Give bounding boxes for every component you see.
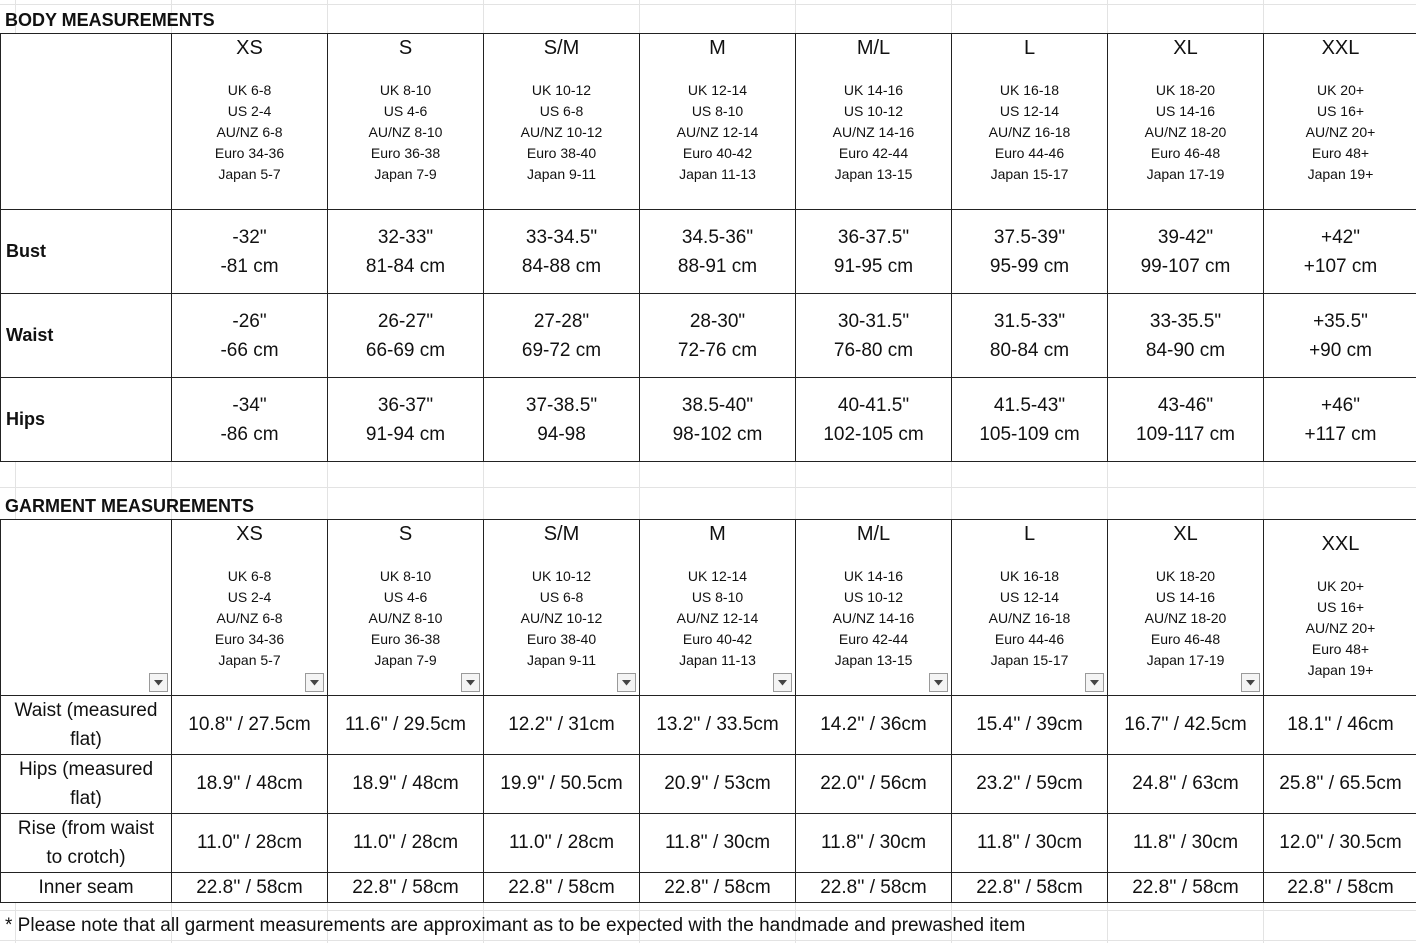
size-conversion: UK 6-8 (227, 568, 272, 584)
size-label: S/M (543, 523, 580, 545)
inches-value: 27-28" (533, 310, 590, 332)
size-label: M/L (856, 37, 891, 59)
measurement-cell: 20.9'' / 53cm (640, 755, 796, 814)
size-conversion: Euro 34-36 (214, 145, 285, 161)
cm-value: 84-90 cm (1145, 339, 1226, 361)
measurement-cell (172, 378, 328, 462)
row-label (1, 696, 172, 755)
size-conversion: US 4-6 (383, 589, 428, 605)
filter-dropdown-icon[interactable] (461, 673, 480, 692)
measurement-cell (172, 294, 328, 378)
cm-value: 84-88 cm (521, 255, 602, 277)
row-gridline (0, 4, 1416, 5)
measurement-cell (1108, 378, 1264, 462)
size-column-header (328, 520, 484, 696)
size-conversion: Euro 40-42 (682, 145, 753, 161)
cm-value: -81 cm (220, 255, 279, 277)
measurement-cell: 14.2'' / 36cm (796, 696, 952, 755)
size-conversion: AU/NZ 12-14 (676, 124, 759, 140)
size-conversion: AU/NZ 10-12 (520, 124, 603, 140)
cm-value: 105-109 cm (979, 423, 1080, 445)
cm-value: 109-117 cm (1136, 423, 1235, 445)
measurement-cell (952, 294, 1108, 378)
row-label-line: flat) (70, 788, 102, 809)
filter-dropdown-icon[interactable] (1085, 673, 1104, 692)
size-conversion: Japan 19+ (1307, 662, 1374, 678)
inches-value: 39-42" (1157, 226, 1214, 248)
row-label (1, 755, 172, 814)
cm-value: 98-102 cm (672, 423, 763, 445)
size-conversion: US 4-6 (383, 103, 428, 119)
size-conversion: AU/NZ 20+ (1305, 620, 1376, 636)
measurement-cell: 25.8'' / 65.5cm (1264, 755, 1416, 814)
cm-value: 91-94 cm (365, 423, 446, 445)
size-conversion: Japan 17-19 (1146, 652, 1225, 668)
size-conversion: Euro 34-36 (214, 631, 285, 647)
row-label-line: Hips (measured (18, 759, 154, 780)
measurement-cell (172, 210, 328, 294)
measurement-cell (484, 210, 640, 294)
measurement-cell: 11.8'' / 30cm (640, 814, 796, 873)
size-column-header (328, 34, 484, 210)
row-label-line: Waist (measured (14, 700, 158, 721)
cm-value: 76-80 cm (833, 339, 914, 361)
measurement-cell: 12.0'' / 30.5cm (1264, 814, 1416, 873)
size-label: M/L (856, 523, 891, 545)
size-conversion: AU/NZ 16-18 (988, 610, 1071, 626)
size-conversion: UK 10-12 (531, 82, 592, 98)
size-conversion: Japan 13-15 (834, 652, 913, 668)
measurement-row (1, 378, 1416, 462)
size-column-header (484, 34, 640, 210)
measurement-cell (328, 294, 484, 378)
row-label-line: flat) (70, 729, 102, 750)
size-conversion: UK 18-20 (1155, 568, 1216, 584)
measurement-cell: 19.9'' / 50.5cm (484, 755, 640, 814)
size-conversion: US 8-10 (691, 103, 744, 119)
size-column-header (640, 34, 796, 210)
inches-value: +42" (1321, 226, 1360, 248)
corner-cell (1, 520, 172, 696)
size-conversion: Japan 19+ (1307, 166, 1374, 182)
size-column-header (796, 520, 952, 696)
inches-value: 41.5-43" (993, 394, 1066, 416)
size-conversion: AU/NZ 6-8 (216, 124, 283, 140)
size-column-header (1264, 520, 1416, 696)
row-label-line: to crotch) (46, 847, 126, 868)
size-conversion: AU/NZ 14-16 (832, 610, 915, 626)
measurement-cell: 15.4'' / 39cm (952, 696, 1108, 755)
measurement-cell (1108, 210, 1264, 294)
measurement-cell: 18.9'' / 48cm (328, 755, 484, 814)
cm-value: +90 cm (1309, 339, 1372, 361)
row-label: Bust (1, 210, 172, 294)
measurement-cell (796, 294, 952, 378)
inches-value: +46" (1321, 394, 1360, 416)
inches-value: -32" (232, 226, 267, 248)
size-conversion: UK 20+ (1316, 82, 1365, 98)
size-conversion: UK 16-18 (999, 568, 1060, 584)
filter-dropdown-icon[interactable] (617, 673, 636, 692)
row-gridline (0, 487, 1416, 488)
size-conversion: US 16+ (1316, 103, 1365, 119)
measurement-cell (640, 378, 796, 462)
row-label (1, 873, 172, 903)
size-conversion: US 14-16 (1155, 103, 1216, 119)
filter-dropdown-icon[interactable] (305, 673, 324, 692)
size-label: XL (1173, 523, 1198, 545)
measurement-cell (328, 210, 484, 294)
size-conversion: Japan 15-17 (990, 166, 1069, 182)
size-column-header (1108, 520, 1264, 696)
inches-value: 28-30" (689, 310, 746, 332)
size-conversion: UK 18-20 (1155, 82, 1216, 98)
inches-value: 36-37" (377, 394, 434, 416)
inches-value: +35.5" (1313, 310, 1368, 332)
size-conversion: AU/NZ 12-14 (676, 610, 759, 626)
row-label: Waist (1, 294, 172, 378)
size-label: XS (236, 37, 263, 59)
size-conversion: Euro 44-46 (994, 631, 1065, 647)
size-conversion: UK 16-18 (999, 82, 1060, 98)
size-label: XXL (1321, 37, 1360, 59)
size-conversion: UK 14-16 (843, 82, 904, 98)
measurement-cell (1264, 378, 1416, 462)
size-conversion: Euro 46-48 (1150, 145, 1221, 161)
row-gridline (0, 940, 1416, 941)
measurement-row (1, 210, 1416, 294)
inches-value: 40-41.5" (837, 394, 910, 416)
size-column-header (484, 520, 640, 696)
measurement-cell (640, 294, 796, 378)
size-conversion: UK 12-14 (687, 82, 748, 98)
cm-value: 80-84 cm (989, 339, 1070, 361)
size-conversion: Japan 5-7 (218, 652, 281, 668)
measurement-cell: 22.8'' / 58cm (1108, 873, 1264, 903)
measurement-cell (640, 210, 796, 294)
inches-value: 37-38.5" (525, 394, 598, 416)
measurement-cell: 22.8'' / 58cm (328, 873, 484, 903)
measurement-cell (796, 378, 952, 462)
size-conversion: Japan 15-17 (990, 652, 1069, 668)
cm-value: 81-84 cm (365, 255, 446, 277)
measurement-cell: 22.8'' / 58cm (172, 873, 328, 903)
size-conversion: US 12-14 (999, 103, 1060, 119)
measurement-cell (328, 378, 484, 462)
measurement-cell: 11.0'' / 28cm (328, 814, 484, 873)
size-label: M (709, 523, 726, 545)
inches-value: 37.5-39" (993, 226, 1066, 248)
inches-value: 34.5-36" (681, 226, 754, 248)
measurement-cell (484, 294, 640, 378)
measurement-cell: 23.2'' / 59cm (952, 755, 1108, 814)
measurement-cell (1264, 294, 1416, 378)
measurement-cell (1108, 294, 1264, 378)
size-column-header (952, 520, 1108, 696)
size-conversion: Japan 9-11 (526, 652, 596, 668)
size-conversion: UK 6-8 (227, 82, 272, 98)
size-conversion: Euro 48+ (1311, 145, 1370, 161)
measurement-cell (1264, 210, 1416, 294)
measurement-cell: 22.8'' / 58cm (640, 873, 796, 903)
size-conversion: US 8-10 (691, 589, 744, 605)
inches-value: 31.5-33" (993, 310, 1066, 332)
size-conversion: Euro 42-44 (838, 631, 909, 647)
size-conversion: AU/NZ 16-18 (988, 124, 1071, 140)
size-conversion: US 10-12 (843, 589, 904, 605)
measurement-row (1, 873, 1416, 903)
measurement-cell: 18.1'' / 46cm (1264, 696, 1416, 755)
size-conversion: US 14-16 (1155, 589, 1216, 605)
measurement-row (1, 814, 1416, 873)
measurement-row (1, 294, 1416, 378)
size-conversion: Japan 17-19 (1146, 166, 1225, 182)
measurement-cell (796, 210, 952, 294)
size-label: XL (1173, 37, 1198, 59)
inches-value: 30-31.5" (837, 310, 910, 332)
measurement-cell (484, 378, 640, 462)
size-conversion: Japan 9-11 (526, 166, 596, 182)
cm-value: 94-98 (537, 423, 586, 445)
measurement-cell: 13.2'' / 33.5cm (640, 696, 796, 755)
size-conversion: Euro 48+ (1311, 641, 1370, 657)
size-label: XS (236, 523, 263, 545)
filter-dropdown-icon[interactable] (1241, 673, 1260, 692)
size-conversion: US 16+ (1316, 599, 1365, 615)
cm-value: -66 cm (220, 339, 279, 361)
size-conversion: Euro 40-42 (682, 631, 753, 647)
row-label-line: Rise (from waist (17, 818, 155, 839)
size-conversion: AU/NZ 10-12 (520, 610, 603, 626)
size-conversion: Japan 5-7 (218, 166, 281, 182)
size-conversion: UK 8-10 (379, 82, 432, 98)
size-conversion: AU/NZ 14-16 (832, 124, 915, 140)
size-conversion: Euro 36-38 (370, 145, 441, 161)
size-conversion: US 2-4 (227, 103, 272, 119)
inches-value: 32-33" (377, 226, 434, 248)
body-section-title: BODY MEASUREMENTS (5, 10, 215, 30)
size-conversion: Euro 44-46 (994, 145, 1065, 161)
measurement-cell: 10.8'' / 27.5cm (172, 696, 328, 755)
size-header-row (1, 520, 1416, 696)
row-label: Hips (1, 378, 172, 462)
size-conversion: UK 14-16 (843, 568, 904, 584)
footnote: * Please note that all garment measurements are approximant as to be expected with the handmade and prewashed item (5, 915, 1026, 936)
cm-value: +117 cm (1304, 423, 1377, 445)
inches-value: 38.5-40" (681, 394, 754, 416)
inches-value: 33-35.5" (1149, 310, 1222, 332)
measurement-cell: 22.8'' / 58cm (796, 873, 952, 903)
size-label: S (398, 523, 413, 545)
cm-value: 95-99 cm (989, 255, 1070, 277)
size-conversion: AU/NZ 8-10 (368, 124, 443, 140)
size-label: L (1023, 523, 1036, 545)
size-conversion: Japan 11-13 (679, 652, 756, 668)
size-conversion: UK 10-12 (531, 568, 592, 584)
size-conversion: Euro 38-40 (526, 145, 597, 161)
cm-value: -86 cm (220, 423, 279, 445)
filter-dropdown-icon[interactable] (149, 673, 168, 692)
size-conversion: Euro 42-44 (838, 145, 909, 161)
measurement-cell: 22.8'' / 58cm (952, 873, 1108, 903)
size-column-header (640, 520, 796, 696)
size-label: M (709, 37, 726, 59)
size-conversion: US 6-8 (539, 589, 584, 605)
inches-value: -26" (232, 310, 267, 332)
size-label: XXL (1321, 533, 1360, 555)
measurement-cell: 22.8'' / 58cm (484, 873, 640, 903)
size-label: S/M (543, 37, 580, 59)
inches-value: 36-37.5" (837, 226, 910, 248)
size-header-row (1, 34, 1416, 210)
garment-section-title: GARMENT MEASUREMENTS (5, 496, 255, 516)
size-conversion: Japan 7-9 (374, 652, 437, 668)
measurement-cell: 11.8'' / 30cm (1108, 814, 1264, 873)
size-conversion: UK 8-10 (379, 568, 432, 584)
size-column-header (796, 34, 952, 210)
size-label: S (398, 37, 413, 59)
inches-value: 26-27" (377, 310, 434, 332)
inches-value: 43-46" (1157, 394, 1214, 416)
measurement-cell (952, 210, 1108, 294)
measurement-cell: 11.6'' / 29.5cm (328, 696, 484, 755)
measurement-cell: 11.0'' / 28cm (172, 814, 328, 873)
garment-measurements-table (0, 519, 1416, 903)
size-conversion: Euro 36-38 (370, 631, 441, 647)
measurement-row (1, 696, 1416, 755)
measurement-cell: 11.0'' / 28cm (484, 814, 640, 873)
row-gridline (0, 910, 1416, 911)
body-measurements-table (0, 33, 1416, 462)
cm-value: 66-69 cm (365, 339, 446, 361)
cm-value: 99-107 cm (1140, 255, 1231, 277)
measurement-row (1, 755, 1416, 814)
cm-value: 88-91 cm (677, 255, 758, 277)
measurement-cell: 12.2'' / 31cm (484, 696, 640, 755)
size-conversion: UK 20+ (1316, 578, 1365, 594)
size-conversion: AU/NZ 18-20 (1144, 610, 1227, 626)
measurement-cell: 16.7'' / 42.5cm (1108, 696, 1264, 755)
size-column-header (172, 34, 328, 210)
measurement-cell: 22.8'' / 58cm (1264, 873, 1416, 903)
size-conversion: Japan 7-9 (374, 166, 437, 182)
size-conversion: Japan 11-13 (679, 166, 756, 182)
measurement-cell (952, 378, 1108, 462)
cm-value: 72-76 cm (677, 339, 758, 361)
size-conversion: US 6-8 (539, 103, 584, 119)
cm-value: 102-105 cm (823, 423, 924, 445)
size-column-header (172, 520, 328, 696)
inches-value: -34" (232, 394, 267, 416)
size-conversion: AU/NZ 6-8 (216, 610, 283, 626)
measurement-cell: 11.8'' / 30cm (952, 814, 1108, 873)
size-column-header (1264, 34, 1416, 210)
filter-dropdown-icon[interactable] (929, 673, 948, 692)
measurement-cell: 11.8'' / 30cm (796, 814, 952, 873)
size-column-header (952, 34, 1108, 210)
size-conversion: US 12-14 (999, 589, 1060, 605)
cm-value: 91-95 cm (833, 255, 914, 277)
size-conversion: AU/NZ 8-10 (368, 610, 443, 626)
cm-value: +107 cm (1303, 255, 1378, 277)
size-conversion: US 10-12 (843, 103, 904, 119)
measurement-cell: 18.9'' / 48cm (172, 755, 328, 814)
size-conversion: AU/NZ 20+ (1305, 124, 1376, 140)
size-conversion: UK 12-14 (687, 568, 748, 584)
size-conversion: Japan 13-15 (834, 166, 913, 182)
size-conversion: Euro 46-48 (1150, 631, 1221, 647)
size-column-header (1108, 34, 1264, 210)
inches-value: 33-34.5" (525, 226, 598, 248)
filter-dropdown-icon[interactable] (773, 673, 792, 692)
cm-value: 69-72 cm (521, 339, 602, 361)
size-conversion: AU/NZ 18-20 (1144, 124, 1227, 140)
row-label-line: Inner seam (38, 877, 134, 898)
measurement-cell: 24.8'' / 63cm (1108, 755, 1264, 814)
measurement-cell: 22.0'' / 56cm (796, 755, 952, 814)
size-conversion: Euro 38-40 (526, 631, 597, 647)
size-conversion: US 2-4 (227, 589, 272, 605)
corner-cell (1, 34, 172, 210)
row-label (1, 814, 172, 873)
size-label: L (1023, 37, 1036, 59)
